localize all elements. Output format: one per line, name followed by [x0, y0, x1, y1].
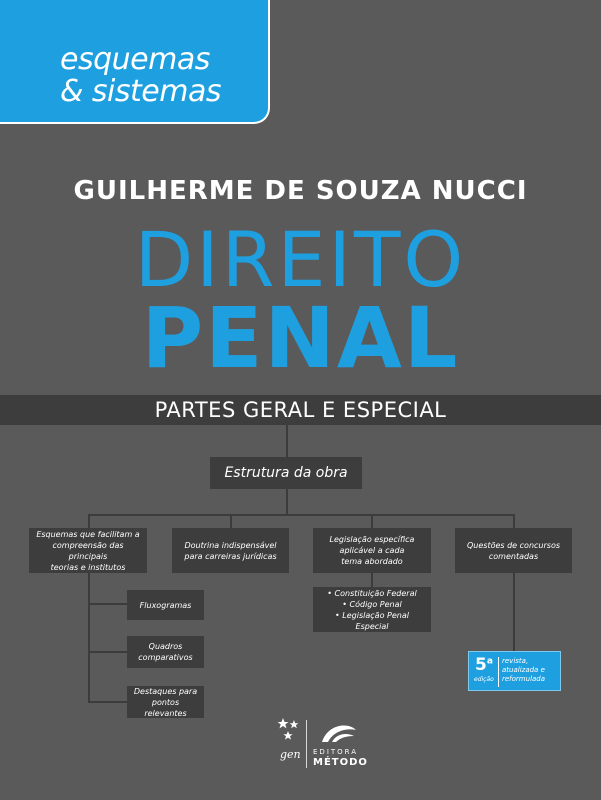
- branch-3-line-2: aplicável a cada: [339, 546, 405, 555]
- structure-root-box: Estrutura da obra: [210, 457, 362, 489]
- edition-badge: [468, 651, 561, 691]
- branch-box-3: [313, 528, 431, 573]
- branch-4-line-2: comentadas: [488, 551, 539, 561]
- connector-root-down: [286, 489, 288, 515]
- branch-1-line-2: compreensão das principais: [52, 540, 124, 561]
- connector-branch-1: [88, 514, 90, 528]
- connector-sub-1: [88, 603, 128, 605]
- sub-item-3-line-1: Destaques para: [133, 686, 198, 696]
- publisher-prefix: EDITORA: [313, 748, 359, 756]
- connector-sub-2: [88, 651, 128, 653]
- connector-branch-3: [371, 514, 373, 528]
- edition-desc-3: reformulada: [502, 675, 546, 683]
- series-line-2: & sistemas: [60, 74, 221, 109]
- edition-description: [502, 657, 545, 684]
- sub-item-box-3: [127, 686, 204, 718]
- branch-1-line-1: Esquemas que facilitam a: [36, 529, 140, 539]
- sub-item-2-line-2: comparativos: [138, 653, 193, 662]
- legislation-item-3: • Legislação Penal Especial: [335, 610, 409, 631]
- branch-box-4: [455, 528, 572, 573]
- edition-desc-2: atualizada e: [502, 666, 545, 674]
- branch-2-line-1: Doutrina indispensável: [184, 540, 277, 550]
- connector-sub-vertical: [88, 573, 90, 703]
- connector-edition: [513, 573, 515, 651]
- subtitle: PARTES GERAL E ESPECIAL: [154, 398, 447, 422]
- connector-legislation: [371, 573, 373, 587]
- legislation-item-2: • Código Penal: [342, 599, 402, 609]
- gen-logo-text: gen: [280, 748, 301, 761]
- author-name: GUILHERME DE SOUZA NUCCI: [73, 176, 528, 206]
- series-line-1: esquemas: [60, 42, 210, 77]
- title-line-1: DIREITO: [134, 215, 467, 304]
- edition-label: edição: [474, 676, 494, 683]
- sub-item-2-line-1: Quadros: [148, 642, 183, 651]
- connector-top: [286, 425, 288, 457]
- edition-divider: [498, 657, 499, 687]
- legislation-box: [313, 587, 431, 632]
- publisher-name: MÉTODO: [313, 757, 368, 768]
- connector-branch-4: [513, 514, 515, 528]
- title-line-2: PENAL: [141, 289, 460, 387]
- branch-box-1: [29, 528, 147, 573]
- edition-superscript: a: [486, 656, 493, 667]
- branch-4-line-1: Questões de concursos: [466, 540, 560, 550]
- sub-item-box-2: [127, 636, 204, 668]
- sub-item-box-1: [127, 590, 204, 620]
- legislation-item-1: • Constituição Federal: [327, 588, 417, 598]
- connector-branch-2: [230, 514, 232, 528]
- branch-1-line-3: teorias e institutos: [50, 562, 126, 572]
- publisher-divider: [306, 720, 307, 768]
- branch-3-line-3: tema abordado: [341, 557, 403, 566]
- branch-2-line-2: para carreiras jurídicas: [184, 551, 277, 561]
- connector-sub-3: [88, 701, 128, 703]
- edition-number: 5$^a$: [475, 655, 493, 675]
- sub-item-1-line-1: Fluxogramas: [139, 600, 192, 610]
- metodo-swirl-icon: [318, 720, 360, 746]
- branch-box-2: [172, 528, 289, 573]
- gen-stars-icon: [277, 716, 301, 748]
- edition-desc-1: revista,: [502, 657, 529, 665]
- connector-horizontal: [88, 514, 515, 516]
- branch-3-line-1: Legislação específica: [329, 535, 415, 544]
- sub-item-3-line-2: pontos relevantes: [144, 697, 187, 718]
